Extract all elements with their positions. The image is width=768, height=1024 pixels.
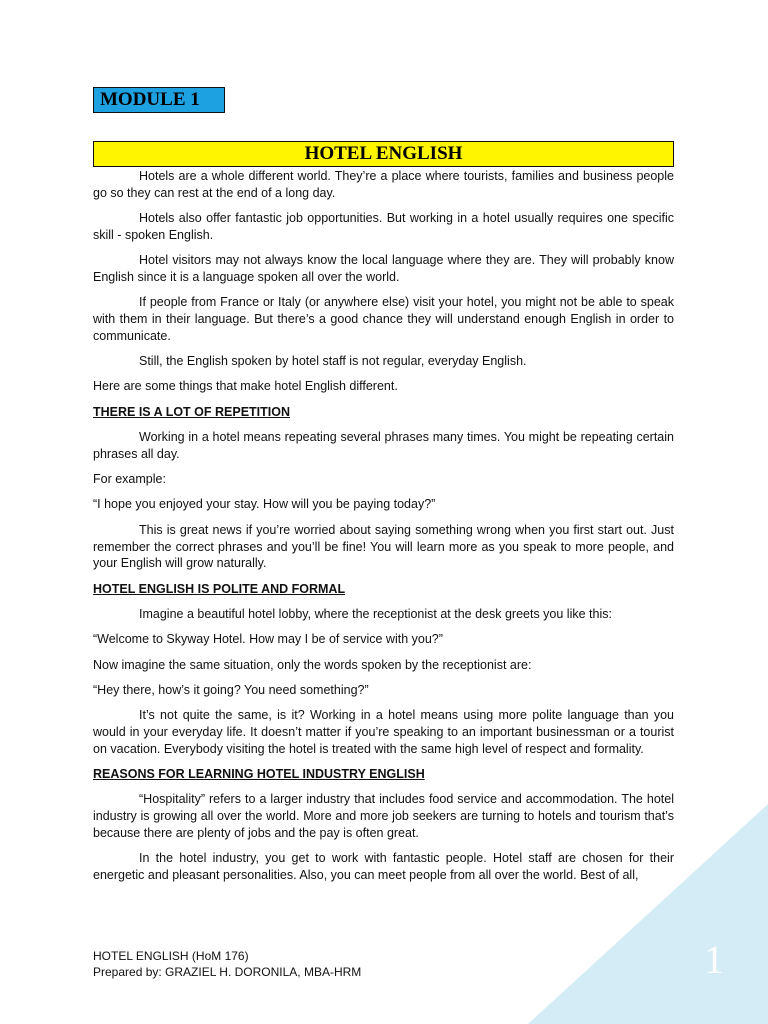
paragraph: Here are some things that make hotel English different. bbox=[93, 379, 398, 394]
paragraph: It’s not quite the same, is it? Working in a hotel means using more polite language than you would in your everyday life. It doesn’t matter if you’re speaking to an important businessman or a tourist on vacation. Everybody visiting the hotel is treated with the same high level of respect and formality. bbox=[93, 708, 674, 756]
section-heading-polite-formal: HOTEL ENGLISH IS POLITE AND FORMAL bbox=[93, 581, 346, 596]
paragraph: Now imagine the same situation, only the words spoken by the receptionist are: bbox=[93, 657, 532, 672]
paragraph: Imagine a beautiful hotel lobby, where the receptionist at the desk greets you like this: bbox=[139, 606, 612, 621]
section-heading-reasons: REASONS FOR LEARNING HOTEL INDUSTRY ENGLISH bbox=[93, 767, 425, 782]
paragraph: Still, the English spoken by hotel staff is not regular, everyday English. bbox=[139, 354, 527, 369]
paragraph: Hotels are a whole different world. They’re a place where tourists, families and business people go so they can rest at the end of a long day. bbox=[93, 169, 674, 200]
paragraph: Hotel visitors may not always know the local language where they are. They will probably know English since it is a language spoken all over the world. bbox=[93, 253, 674, 284]
footer-author: Prepared by: GRAZIEL H. DORONILA, MBA-HRM bbox=[93, 965, 362, 979]
document-body bbox=[93, 168, 674, 892]
paragraph: Working in a hotel means repeating several phrases many times. You might be repeating certain phrases all day. bbox=[93, 430, 674, 461]
page-number: 1 bbox=[704, 937, 724, 982]
quote: “Welcome to Skyway Hotel. How may I be of service with you?” bbox=[93, 632, 443, 647]
paragraph: If people from France or Italy (or anywhere else) visit your hotel, you might not be able to speak with them in their language. But there’s a good chance they will understand enough English in order to communicate. bbox=[93, 295, 674, 343]
footer-course: HOTEL ENGLISH (HoM 176) bbox=[93, 949, 249, 963]
paragraph: For example: bbox=[93, 472, 166, 487]
section-heading-repetition: THERE IS A LOT OF REPETITION bbox=[93, 404, 290, 419]
paragraph: “Hospitality” refers to a larger industry that includes food service and accommodation. The hotel industry is growing all over the world. More and more job seekers are turning to hotels and tourism that’s because there are plenty of jobs and the pay is often great. bbox=[93, 792, 674, 840]
corner-triangle-decoration bbox=[528, 804, 768, 1024]
footer bbox=[93, 948, 361, 980]
page-title: HOTEL ENGLISH bbox=[93, 141, 674, 167]
module-label: MODULE 1 bbox=[93, 87, 225, 113]
quote: “I hope you enjoyed your stay. How will you be paying today?” bbox=[93, 497, 436, 512]
paragraph: Hotels also offer fantastic job opportunities. But working in a hotel usually requires one specific skill - spoken English. bbox=[93, 211, 674, 242]
paragraph: This is great news if you’re worried about saying something wrong when you first start out. Just remember the correct phrases and you’ll be fine! You will learn more as you speak to more people, and your English will grow naturally. bbox=[93, 522, 674, 571]
quote: “Hey there, how’s it going? You need something?” bbox=[93, 682, 369, 697]
paragraph: In the hotel industry, you get to work with fantastic people. Hotel staff are chosen for their energetic and pleasant personalities. Also, you can meet people from all over the world. Best of all, bbox=[93, 851, 674, 882]
